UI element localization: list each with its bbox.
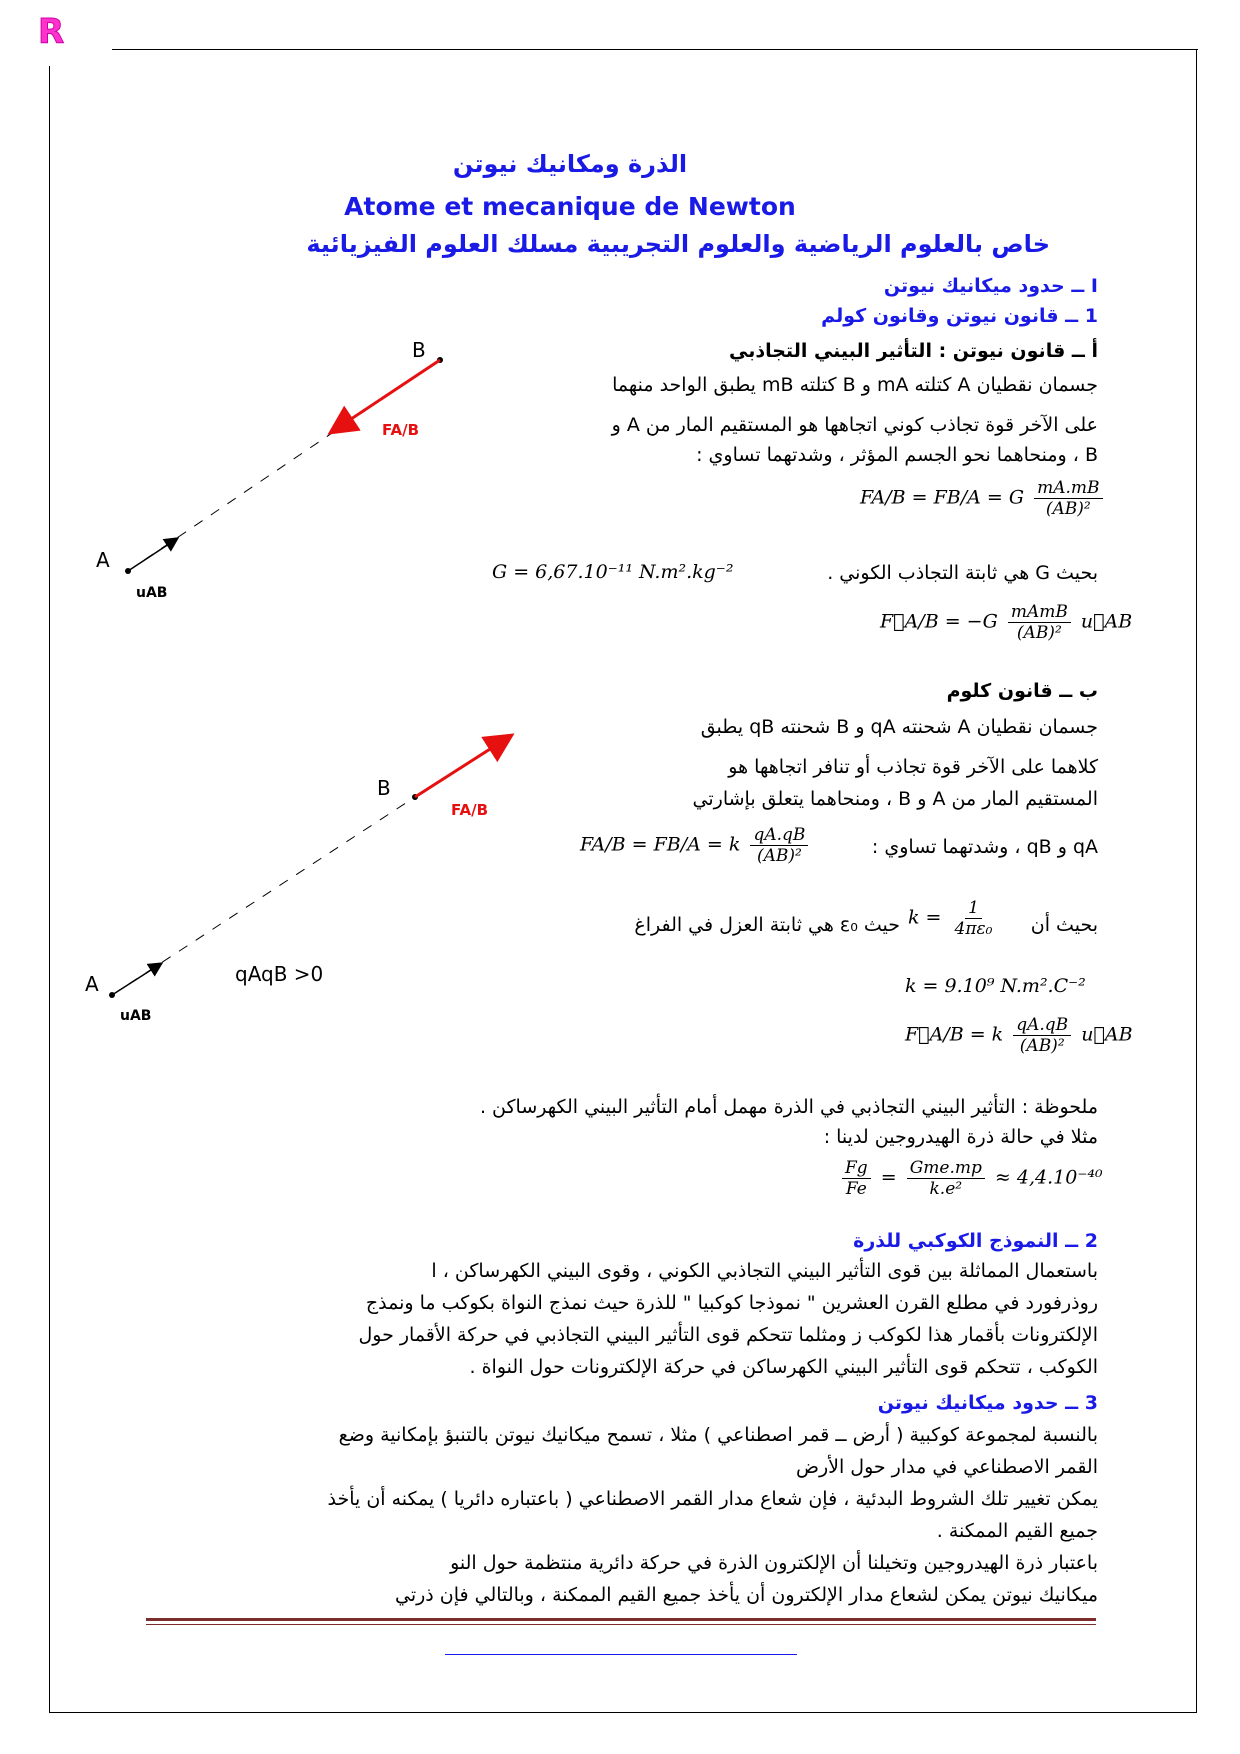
coulomb-formula-fraction bbox=[750, 825, 808, 866]
gravitational-constant-text: بحيث G هي ثابتة التجاذب الكوني . bbox=[827, 562, 1098, 584]
coulomb-formula-den: (AB)² bbox=[757, 846, 802, 866]
coulomb-vector-lhs: F⃗A/B = k bbox=[905, 1023, 1004, 1046]
section2-line3: الإلكترونات بأقمار هذا لكوكب ز ومثلما تتحكم قوى التأثير البيني التجاذبي في حركة الأقمار حول bbox=[358, 1324, 1098, 1346]
coulomb-law-heading: ب ــ قانون كلوم bbox=[946, 680, 1098, 702]
figure-coulomb bbox=[75, 725, 545, 1035]
frame-right-line bbox=[1196, 49, 1197, 1712]
label-A-2: A bbox=[85, 972, 99, 996]
coulomb-line3: المستقيم المار من A و B ، ومنحاهما يتعلق بإشارتي bbox=[692, 788, 1098, 810]
newton-line2: على الآخر قوة تجاذب كوني اتجاهها هو المستقيم المار من A و bbox=[611, 414, 1098, 436]
coulomb-k-text: بحيث أن bbox=[1030, 914, 1098, 936]
hydrogen-ratio-lhs bbox=[842, 1158, 871, 1199]
newton-formula-fraction bbox=[1034, 478, 1102, 519]
newton-formula-magnitude bbox=[860, 478, 1107, 519]
logo: R bbox=[38, 12, 65, 52]
section3-line3: يمكن تغيير تلك الشروط البدئية ، فإن شعاع مدار القمر الاصطناعي ( باعتباره دائريا ) يمكنه أن يأخذ bbox=[327, 1488, 1098, 1510]
coulomb-formula-lhs: FA/B = FB/A = k bbox=[580, 833, 741, 856]
section3-line4: جميع القيم الممكنة . bbox=[936, 1520, 1098, 1542]
coulomb-k-value: k = 9.10⁹ N.m².C⁻² bbox=[905, 975, 1086, 997]
footer-link-line bbox=[445, 1654, 797, 1655]
label-A: A bbox=[96, 548, 110, 572]
coulomb-vector-rhs: u⃗AB bbox=[1081, 1023, 1133, 1046]
newton-vector-lhs: F⃗A/B = −G bbox=[880, 610, 998, 633]
newton-line1: جسمان نقطيان A كتلته mA و B كتلته mB يطبق الواحد منهما bbox=[612, 374, 1098, 396]
newton-vector-formula bbox=[880, 602, 1132, 643]
newton-vector-rhs: u⃗AB bbox=[1080, 610, 1133, 633]
frame-top-line bbox=[112, 49, 1198, 50]
section2-line2: روذرفورد في مطلع القرن العشرين " نموذجا كوكبيا " للذرة حيث نمذج النواة بكوكب ما ونمذج bbox=[365, 1292, 1098, 1314]
coulomb-line1: جسمان نقطيان A شحنته qA و B شحنته qB يطبق bbox=[700, 716, 1098, 738]
hydrogen-ratio-num: Gme.mp bbox=[907, 1158, 985, 1179]
note-line1: ملحوظة : التأثير البيني التجاذبي في الذرة مهمل أمام التأثير البيني الكهرساكن . bbox=[479, 1096, 1098, 1118]
newton-vector-num: mAmB bbox=[1008, 602, 1071, 623]
coulomb-formula-num: qA.qB bbox=[750, 825, 808, 846]
newton-line3: B ، ومنحاهما نحو الجسم المؤثر ، وشدتهما تساوي : bbox=[696, 444, 1098, 466]
coulomb-formula-magnitude bbox=[580, 825, 812, 866]
section2-line1: باستعمال المماثلة بين قوى التأثير البيني التجاذبي الكوني ، وقوى البيني الكهرساكن ، ا bbox=[431, 1260, 1098, 1282]
frame-left-line bbox=[49, 66, 50, 1712]
footer-rule-thick bbox=[146, 1618, 1096, 1621]
footer-rule-thin bbox=[146, 1624, 1096, 1625]
vacuum-permittivity-text: حيث ε₀ هي ثابتة العزل في الفراغ bbox=[634, 914, 900, 936]
subtitle-arabic: خاص بالعلوم الرياضية والعلوم التجريبية مسلك العلوم الفيزيائية bbox=[306, 230, 1050, 258]
section1-sub1: 1 ــ قانون نيوتن وقانون كولم bbox=[821, 305, 1098, 327]
unit-vector-uAB-2 bbox=[112, 963, 162, 995]
coulomb-k-lhs: k = bbox=[908, 906, 942, 929]
coulomb-k-fraction bbox=[952, 898, 996, 939]
label-charge-condition: qAqB >0 bbox=[235, 962, 324, 986]
newton-vector-den: (AB)² bbox=[1016, 623, 1062, 643]
coulomb-vector-den: (AB)² bbox=[1019, 1036, 1065, 1056]
figure-gravitation bbox=[90, 335, 470, 610]
label-unit-vector: uAB bbox=[136, 585, 168, 601]
label-unit-vector-2: uAB bbox=[120, 1008, 152, 1024]
section2-line4: الكوكب ، تتحكم قوى التأثير البيني الكهرساكن في حركة الإلكترونات حول النواة . bbox=[469, 1356, 1098, 1378]
hydrogen-ratio-formula: $\frac{Fg}{Fe}$ = $\frac{\text{Gme.mp}}{\text{k.e²}}$ ≈ 4,4.10⁻⁴⁰ bbox=[838, 1158, 1103, 1199]
label-B-2: B bbox=[377, 776, 391, 800]
coulomb-k-den: 4πε₀ bbox=[954, 919, 993, 939]
label-force: FA/B bbox=[382, 421, 420, 439]
newton-law-heading: أ ــ قانون نيوتن : التأثير البيني التجاذبي bbox=[729, 340, 1098, 362]
coulomb-k-definition bbox=[908, 898, 999, 939]
label-B: B bbox=[412, 338, 426, 362]
coulomb-vector-fraction bbox=[1013, 1015, 1071, 1056]
hydrogen-ratio-lhs-den: Fe bbox=[845, 1179, 867, 1199]
section3-line2: القمر الاصطناعي في مدار حول الأرض bbox=[795, 1456, 1098, 1478]
coulomb-vector-num: qA.qB bbox=[1013, 1015, 1071, 1036]
unit-vector-uAB bbox=[128, 538, 178, 571]
hydrogen-ratio-den: k.e² bbox=[929, 1179, 963, 1199]
hydrogen-ratio-value: ≈ 4,4.10⁻⁴⁰ bbox=[994, 1166, 1103, 1189]
hydrogen-ratio-rhs-fraction bbox=[907, 1158, 985, 1199]
section3-heading: 3 ــ حدود ميكانيك نيوتن bbox=[877, 1392, 1098, 1414]
frame-bottom-line bbox=[49, 1712, 1197, 1713]
label-force-2: FA/B bbox=[451, 801, 489, 819]
gravitational-constant-value: G = 6,67.10⁻¹¹ N.m².kg⁻² bbox=[492, 561, 734, 583]
section3-line6: ميكانيك نيوتن يمكن لشعاع مدار الإلكترون أن يأخذ جميع القيم الممكنة ، وبالتالي فإن ذرتي bbox=[395, 1584, 1098, 1606]
coulomb-line2: كلاهما على الآخر قوة تجاذب أو تنافر اتجاهها هو bbox=[728, 756, 1098, 778]
section1-heading: I ــ حدود ميكانيك نيوتن bbox=[883, 275, 1098, 297]
coulomb-vector-formula bbox=[905, 1015, 1133, 1056]
section3-line5: باعتبار ذرة الهيدروجين وتخيلنا أن الإلكترون الذرة في حركة دائرية منتظمة حول النو bbox=[450, 1552, 1098, 1574]
title-arabic: الذرة ومكانيك نيوتن bbox=[452, 150, 688, 178]
note-line2: مثلا في حالة ذرة الهيدروجين لدينا : bbox=[823, 1126, 1098, 1148]
force-arrow-AB-2 bbox=[415, 735, 512, 797]
section2-heading: 2 ــ النموذج الكوكبي للذرة bbox=[853, 1230, 1098, 1252]
coulomb-k-num: 1 bbox=[965, 898, 982, 919]
newton-formula-den: (AB)² bbox=[1045, 499, 1091, 519]
title-french: Atome et mecanique de Newton bbox=[344, 192, 796, 221]
section3-line1: بالنسبة لمجموعة كوكبية ( أرض ــ قمر اصطناعي ) مثلا ، تسمح ميكانيك نيوتن بالتنبؤ بإمكانية وضع bbox=[338, 1424, 1098, 1446]
newton-formula-lhs: FA/B = FB/A = G bbox=[860, 486, 1025, 509]
newton-formula-num: mA.mB bbox=[1034, 478, 1102, 499]
hydrogen-ratio-lhs-num: Fg bbox=[842, 1158, 871, 1179]
coulomb-line4: qA و qB ، وشدتهما تساوي : bbox=[871, 836, 1098, 858]
newton-vector-fraction bbox=[1008, 602, 1071, 643]
